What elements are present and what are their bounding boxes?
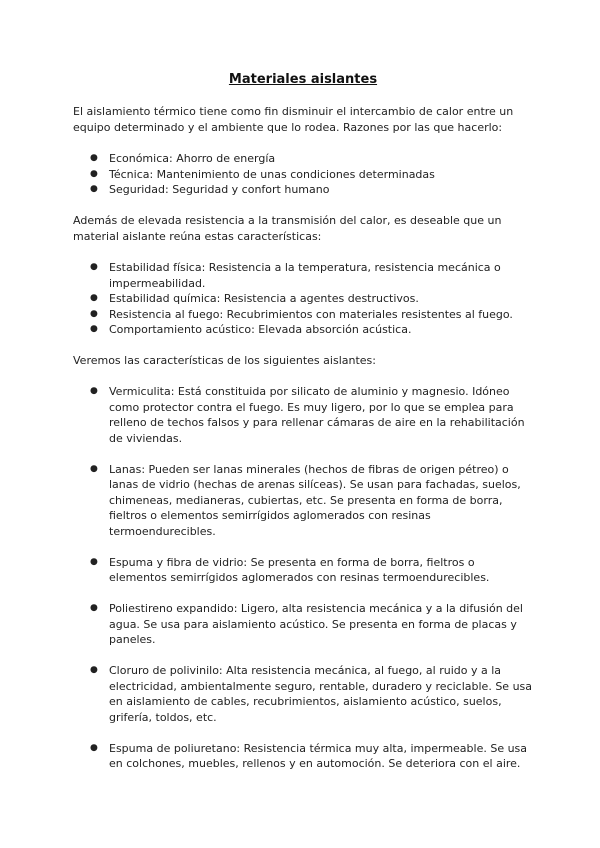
properties-list bbox=[73, 260, 533, 338]
list-item: ● Económica: Ahorro de energía bbox=[90, 152, 276, 165]
list-item: ● Espuma de poliuretano: Resistencia térmica muy alta, impermeable. Se usa en colchones, muebles, rellenos y en automoción. Se deteriora con el aire. bbox=[90, 741, 528, 770]
materials-intro-paragraph: Veremos las características de los siguientes aislantes: bbox=[73, 354, 376, 367]
bullet-icon: ● bbox=[90, 262, 98, 272]
list-item: ● Lanas: Pueden ser lanas minerales (hechos de fibras de origen pétreo) o lanas de vidrio (hechas de arenas silíceas). Se usan para fachadas, suelos, chimeneas, medianeras, cubiertas, etc. Se presenta en forma de borra, fieltros o elementos semirrígidos aglomerados con resinas termoendurecibles. bbox=[90, 462, 521, 538]
bullet-icon: ● bbox=[90, 293, 98, 303]
list-item: ● Técnica: Mantenimiento de unas condiciones determinadas bbox=[90, 167, 435, 181]
bullet-icon: ● bbox=[90, 184, 98, 194]
document-title: Materiales aislantes bbox=[228, 72, 378, 87]
bullet-icon: ● bbox=[90, 308, 98, 319]
bullet-icon: ● bbox=[90, 665, 98, 675]
list-item: ● Seguridad: Seguridad y confort humano bbox=[90, 183, 330, 196]
bullet-icon: ● bbox=[90, 324, 98, 334]
list-item: ● Espuma y fibra de vidrio: Se presenta en forma de borra, fieltros o elementos semirrígidos aglomerados con resinas termoendurecibles. bbox=[90, 555, 490, 584]
reasons-list bbox=[73, 151, 533, 198]
list-item: ● Cloruro de polivinilo: Alta resistencia mecánica, al fuego, al ruido y a la electricidad, ambientalmente seguro, rentable, duradero y reciclable. Se usa en aislamiento de cables, recubrimientos, aislamiento acústico, suelos, grifería, toldos, etc. bbox=[90, 664, 533, 724]
bullet-icon: ● bbox=[90, 386, 98, 396]
bullet-icon: ● bbox=[90, 556, 98, 567]
list-item: ● Estabilidad física: Resistencia a la temperatura, resistencia mecánica o impermeabilidad. bbox=[90, 261, 501, 290]
intro-paragraph: El aislamiento térmico tiene como fin disminuir el intercambio de calor entre un equipo determinado y el ambiente que lo rodea. Razones por las que hacerlo: bbox=[73, 105, 514, 134]
list-item: ● Resistencia al fuego: Recubrimientos con materiales resistentes al fuego. bbox=[90, 307, 513, 321]
list-item: ● Comportamiento acústico: Elevada absorción acústica. bbox=[90, 323, 412, 336]
list-item: ● Vermiculita: Está constituida por silicato de aluminio y magnesio. Idóneo como protector contra el fuego. Es muy ligero, por lo que se emplea para relleno de techos falsos y para rellenar cámaras de aire en la rehabilitación de viviendas. bbox=[90, 385, 525, 445]
bullet-icon: ● bbox=[90, 742, 98, 753]
bullet-icon: ● bbox=[90, 463, 98, 474]
list-item: ● Estabilidad química: Resistencia a agentes destructivos. bbox=[90, 292, 419, 305]
bullet-icon: ● bbox=[90, 153, 98, 163]
bullet-icon: ● bbox=[90, 168, 98, 179]
materials-list bbox=[73, 384, 533, 787]
properties-intro-paragraph: Además de elevada resistencia a la transmisión del calor, es deseable que un material aislante reúna estas características: bbox=[73, 214, 502, 243]
list-item: ● Poliestireno expandido: Ligero, alta resistencia mecánica y a la difusión del agua. Se usa para aislamiento acústico. Se presenta en forma de placas y paneles. bbox=[90, 602, 523, 646]
bullet-icon: ● bbox=[90, 603, 98, 613]
